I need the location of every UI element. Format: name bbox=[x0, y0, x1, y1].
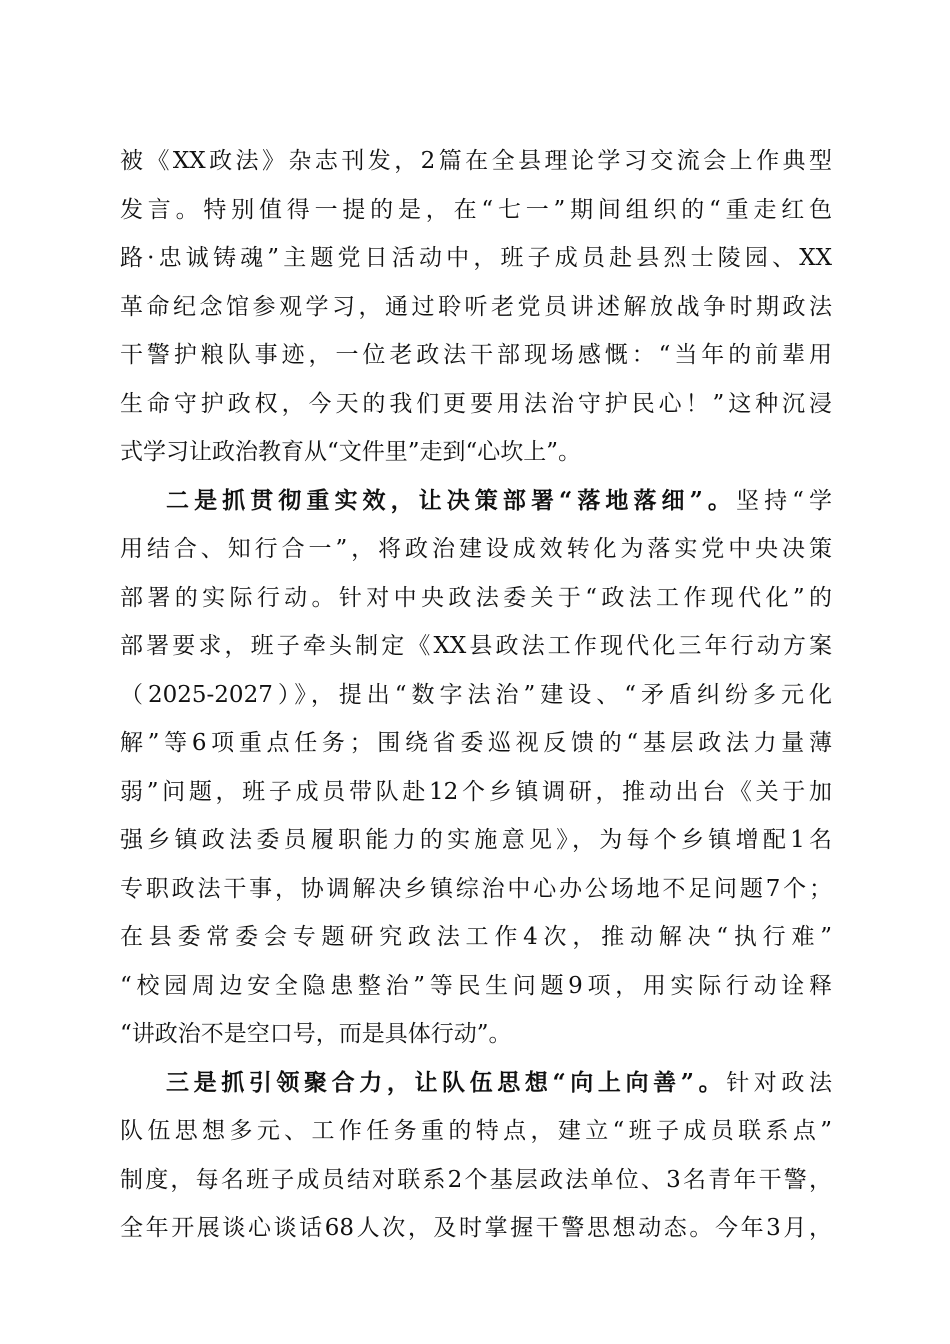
text-line: 队伍思想多元、工作任务重的特点，建立“班子成员联系点” bbox=[120, 1118, 832, 1144]
text-line-lead bbox=[120, 477, 832, 526]
text-line: 被《XX政法》杂志刊发，2篇在全县理论学习交流会上作典型 bbox=[120, 148, 832, 174]
paragraph-3 bbox=[120, 1059, 832, 1253]
text-line: 全年开展谈心谈话68人次，及时掌握干警思想动态。今年3月， bbox=[120, 1215, 832, 1241]
text-line: 解”等6项重点任务；围绕省委巡视反馈的“基层政法力量薄 bbox=[120, 730, 832, 756]
text-line: 部署要求，班子牵头制定《XX县政法工作现代化三年行动方案 bbox=[120, 633, 832, 659]
text-line: 部署的实际行动。针对中央政法委关于“政法工作现代化”的 bbox=[120, 584, 832, 611]
text-line: “校园周边安全隐患整治”等民生问题9项，用实际行动诠释 bbox=[120, 972, 832, 999]
text-line: 生命守护政权，今天的我们更要用法治守护民心！”这种沉浸 bbox=[120, 390, 832, 417]
text-line: 制度，每名班子成员结对联系2个基层政法单位、3名青年干警， bbox=[120, 1166, 832, 1193]
text-line: 路·忠诚铸魂”主题党日活动中，班子成员赴县烈士陵园、XX bbox=[120, 245, 832, 271]
body-text bbox=[120, 137, 832, 1253]
text-run: 坚持“学 bbox=[736, 487, 832, 514]
text-line-lead bbox=[120, 1059, 832, 1108]
text-line: 发言。特别值得一提的是，在“七一”期间组织的“重走红色 bbox=[120, 196, 832, 223]
text-line: 用结合、知行合一”，将政治建设成效转化为落实党中央决策 bbox=[120, 536, 832, 562]
text-run: 针对政法 bbox=[726, 1069, 833, 1096]
paragraph-lead-heading: 二是抓贯彻重实效，让决策部署“落地落细”。 bbox=[166, 486, 737, 514]
text-line: 在县委常委会专题研究政法工作4次，推动解决“执行难” bbox=[120, 924, 832, 950]
text-line: 专职政法干事，协调解决乡镇综治中心办公场地不足问题7个； bbox=[120, 875, 832, 902]
text-line: 强乡镇政法委员履职能力的实施意见》，为每个乡镇增配1名 bbox=[120, 827, 832, 853]
paragraph-2 bbox=[120, 477, 832, 1059]
paragraph-1 bbox=[120, 137, 832, 477]
text-line: 干警护粮队事迹，一位老政法干部现场感慨：“当年的前辈用 bbox=[120, 342, 832, 368]
text-line: 革命纪念馆参观学习，通过聆听老党员讲述解放战争时期政法 bbox=[120, 293, 832, 320]
paragraph-lead-heading: 三是抓引领聚合力，让队伍思想“向上向善”。 bbox=[166, 1068, 727, 1096]
text-line: “讲政治不是空口号，而是具体行动”。 bbox=[120, 1021, 512, 1047]
text-line: 弱”问题，班子成员带队赴12个乡镇调研，推动出台《关于加 bbox=[120, 778, 832, 805]
text-line: 式学习让政治教育从“文件里”走到“心坎上”。 bbox=[120, 439, 582, 465]
text-line: （2025-2027）》，提出“数字法治”建设、“矛盾纠纷多元化 bbox=[120, 681, 832, 708]
